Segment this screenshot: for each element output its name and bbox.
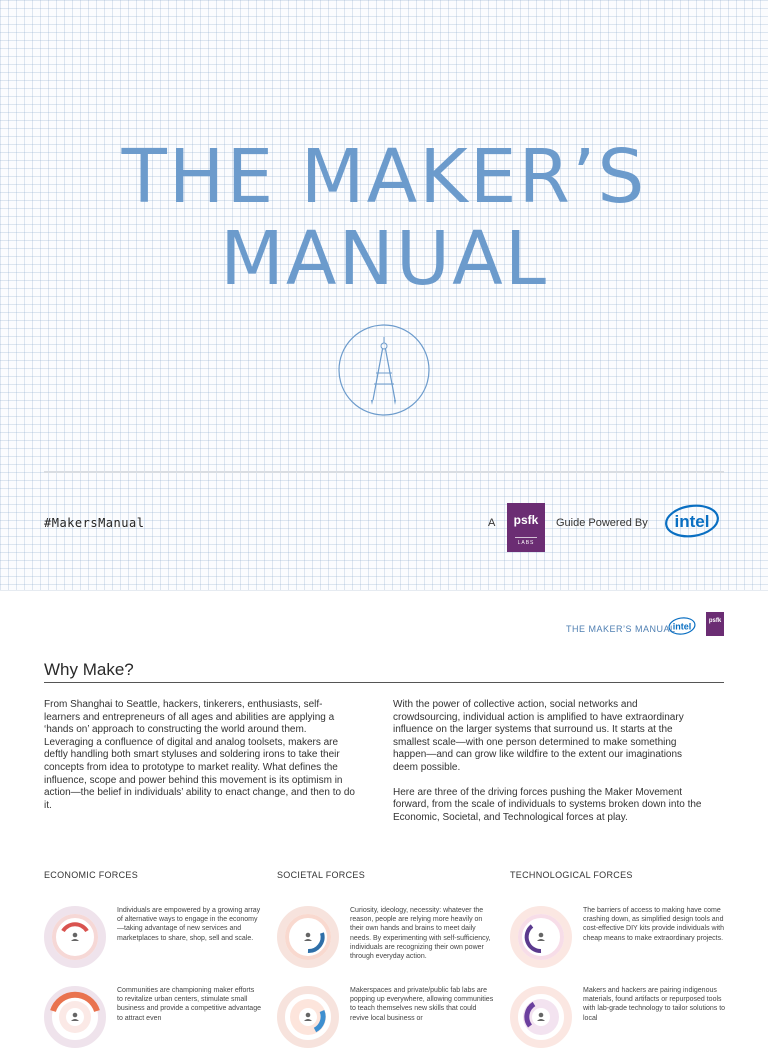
psfk-labs-logo (507, 503, 545, 552)
force-text-societal-2: Makerspaces and private/public fab labs are popping up everywhere, allowing communities to teach themselves new skills that could revive local business or (350, 987, 494, 1022)
section-divider (44, 682, 724, 683)
force-text-societal-1: Curiosity, ideology, necessity: whatever the reason, people are relying more heavily on their own hands and brains to meet daily needs. By experimenting with self-sufficiency, individuals are recognizing their own power through everyday action. (350, 907, 491, 961)
section-title: Why Make? (44, 660, 134, 679)
force-text-economic-1: Individuals are empowered by a growing array of alternative ways to engage in the economy—taking advantage of new services and marketplaces to share, shop, sell and scale. (117, 907, 261, 942)
force-text-economic-2: Communities are championing maker efforts to revitalize urban centers, stimulate small business and provide a competitive advantage to attract even (117, 987, 261, 1022)
body-paragraph: Here are three of the driving forces pushing the Maker Movement forward, from the scale of individuals to systems broken down into the Economic, Societal, and Technological forces at play. (393, 786, 702, 823)
technological-individual-ring-icon (510, 906, 572, 968)
drafting-compass-icon (338, 324, 430, 416)
running-header-title: THE MAKER’S MANUAL (566, 624, 676, 634)
force-text-technological-1: The barriers of access to making have come crashing down, as simplified design tools and cost-effective DIY kits provide individuals with cheap means to make extraordinary projects. (583, 907, 724, 942)
intel-logo (664, 502, 720, 540)
societal-individual-ring-icon (277, 906, 339, 968)
force-title-societal: SOCIETAL FORCES (277, 870, 366, 880)
societal-community-ring-icon (277, 986, 339, 1048)
cover-title-line2: MANUAL (220, 216, 548, 302)
technological-community-ring-icon (510, 986, 572, 1048)
credit-suffix: Guide Powered By (556, 517, 648, 529)
body-paragraph: With the power of collective action, social networks and crowdsourcing, individual action is amplified to have extraordinary influence on the larger systems that surround us. It starts at the smallest scale—with one person determined to make something happen—and can grow like wildfire to the extent our imaginations deem possible. (393, 699, 684, 773)
body-column-left (44, 699, 356, 824)
cover-title-line1: THE MAKER’S (121, 134, 647, 220)
credit-prefix: A (488, 517, 496, 529)
economic-community-ring-icon (44, 986, 106, 1048)
intel-logo-small (668, 616, 696, 636)
force-title-technological: TECHNOLOGICAL FORCES (510, 870, 633, 880)
body-column-right (393, 699, 705, 836)
intel-logo-small-text: intel (672, 621, 692, 632)
psfk-logo-small: psfk (706, 612, 724, 636)
force-title-economic: ECONOMIC FORCES (44, 870, 139, 880)
force-text-technological-2: Makers and hackers are pairing indigenous materials, found artifacts or repurposed tools with lab-grade technology to tailor solutions to local (583, 987, 726, 1022)
intel-logo-text: intel (674, 512, 710, 531)
body-paragraph: From Shanghai to Seattle, hackers, tinkerers, enthusiasts, self-learners and entrepreneurs of all ages and abilities are applying a ‘hands on’ approach to constructing the world around them. Leveraging a confluence of digital and analog toolsets, makers are deftly handling both smart styluses and soldering irons to take their concepts from idea to prototype to market reality. What defines the influence, scope and power behind this movement is its optimism in action—the belief in individuals’ ability to enact change, and then to do it. (44, 699, 355, 811)
psfk-logo-sub: LABS (515, 537, 537, 546)
hashtag: #MakersManual (44, 516, 145, 530)
economic-individual-ring-icon (44, 906, 106, 968)
psfk-logo-text: psfk (513, 513, 539, 527)
cover-divider (44, 471, 724, 473)
